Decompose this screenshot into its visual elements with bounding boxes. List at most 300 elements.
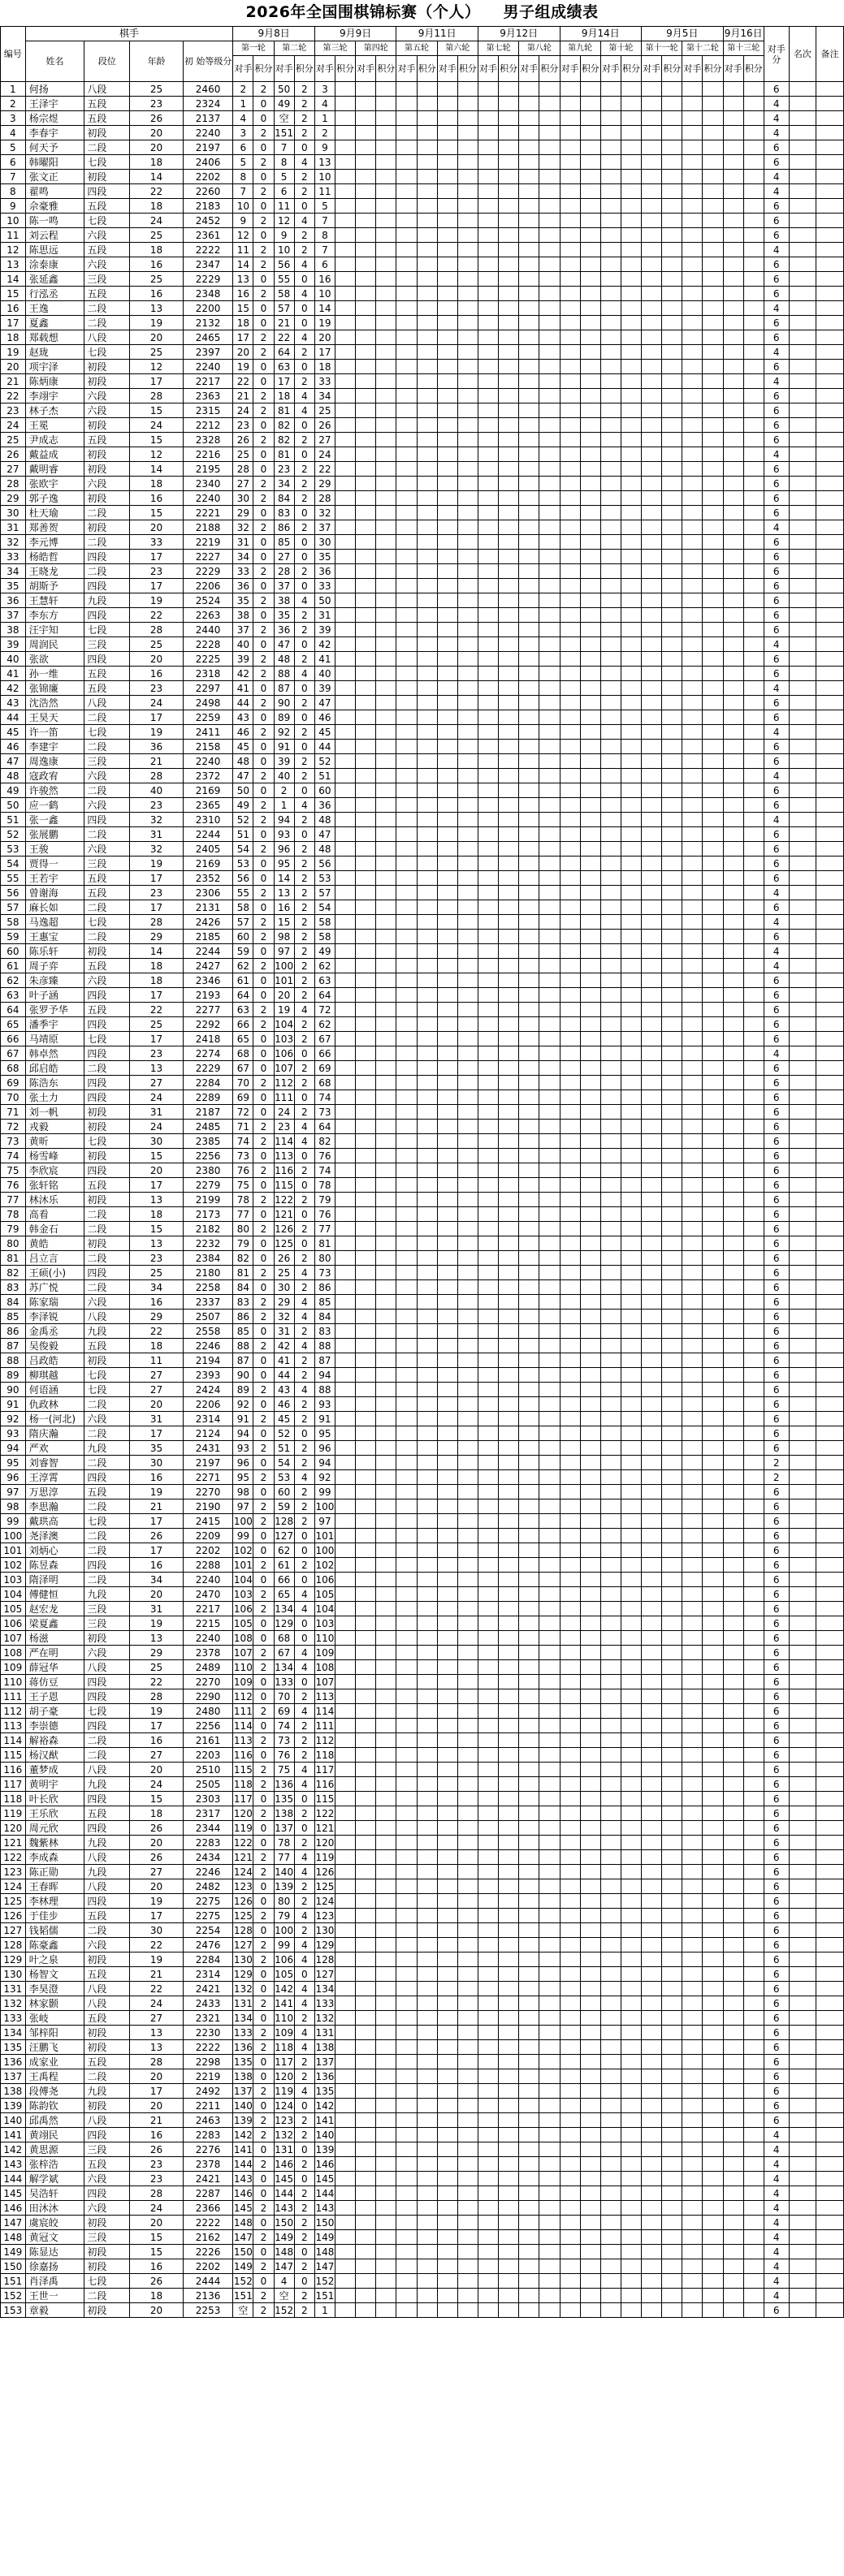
round-opponent <box>356 1236 376 1251</box>
round-points: 0 <box>253 857 274 871</box>
round-points: 2 <box>253 667 274 681</box>
note-cell <box>816 740 844 754</box>
round-opponent: 34 <box>233 550 253 564</box>
player-name: 麻长如 <box>25 900 84 915</box>
round-opponent <box>642 579 662 593</box>
round-opponent <box>560 2084 580 2099</box>
round-points <box>539 1456 560 1470</box>
round-points <box>743 1105 764 1120</box>
round-points <box>662 667 682 681</box>
round-points <box>335 462 355 477</box>
player-number: 83 <box>1 1280 26 1295</box>
player-name: 陈浩东 <box>25 1076 84 1090</box>
round-opponent <box>560 1587 580 1602</box>
round-points <box>703 1733 723 1748</box>
player-rating: 2314 <box>183 1967 232 1982</box>
player-name: 杨汉猷 <box>25 1748 84 1763</box>
round-opponent <box>642 1865 662 1879</box>
player-grade: 二段 <box>84 2069 130 2084</box>
round-points <box>499 257 519 272</box>
round-opponent <box>723 1631 743 1646</box>
round-points: 2 <box>253 1938 274 1952</box>
player-age: 17 <box>130 900 184 915</box>
round-points <box>580 82 600 97</box>
round-points <box>580 97 600 111</box>
round-points <box>703 360 723 374</box>
round-points <box>662 1850 682 1865</box>
note-cell <box>816 184 844 199</box>
round-opponent: 16 <box>233 287 253 301</box>
round-points <box>457 1383 478 1397</box>
table-row <box>1 1748 844 1763</box>
round-opponent <box>600 857 621 871</box>
round-points <box>621 1558 641 1573</box>
round-opponent <box>478 667 498 681</box>
round-points <box>662 1865 682 1879</box>
header-date: 9月12日 <box>478 27 560 41</box>
round-opponent <box>642 228 662 243</box>
player-name: 翟鸣 <box>25 184 84 199</box>
round-opponent <box>396 769 417 783</box>
round-opponent <box>642 2084 662 2099</box>
player-grade: 八段 <box>84 1996 130 2011</box>
opponent-score: 6 <box>764 1646 789 1660</box>
round-opponent: 13 <box>233 272 253 287</box>
player-age: 21 <box>130 754 184 769</box>
round-points <box>743 1061 764 1076</box>
round-points: 0 <box>253 1675 274 1689</box>
round-points <box>417 1456 437 1470</box>
round-opponent <box>560 769 580 783</box>
round-opponent: 41 <box>233 681 253 696</box>
round-opponent <box>478 842 498 857</box>
player-number: 56 <box>1 886 26 900</box>
round-points: 0 <box>253 1353 274 1368</box>
round-opponent: 115 <box>315 1793 335 1805</box>
round-opponent <box>356 886 376 900</box>
player-age: 28 <box>130 915 184 930</box>
round-points <box>417 82 437 97</box>
player-number: 38 <box>1 623 26 637</box>
player-age: 21 <box>130 1967 184 1982</box>
round-opponent <box>682 681 703 696</box>
round-points <box>417 111 437 126</box>
opponent-score: 6 <box>764 1850 789 1865</box>
round-opponent <box>600 1616 621 1631</box>
round-points <box>539 403 560 418</box>
note-cell <box>816 1061 844 1076</box>
round-opponent <box>560 1938 580 1952</box>
round-points <box>376 1777 396 1792</box>
round-opponent <box>478 900 498 915</box>
round-points <box>703 2040 723 2055</box>
round-opponent <box>356 1777 376 1792</box>
round-points <box>539 1865 560 1879</box>
round-points <box>580 330 600 345</box>
header-round: 第十一轮 <box>642 41 682 56</box>
round-opponent: 95 <box>314 1426 335 1441</box>
round-opponent <box>437 2011 457 2026</box>
round-opponent <box>600 184 621 199</box>
player-number: 9 <box>1 199 26 214</box>
note-cell <box>816 915 844 930</box>
round-points <box>743 447 764 462</box>
table-row <box>1 1090 844 1105</box>
round-points <box>499 1193 519 1207</box>
player-grade: 七段 <box>84 1514 130 1529</box>
header-opponent: 对手 <box>274 56 294 82</box>
round-opponent <box>682 725 703 740</box>
round-opponent <box>437 418 457 433</box>
round-points: 0 <box>294 1675 314 1689</box>
round-opponent: 133 <box>233 2026 253 2039</box>
round-points <box>335 886 355 900</box>
player-grade: 五段 <box>84 1967 130 1982</box>
round-opponent <box>682 1543 703 1558</box>
round-points <box>743 652 764 667</box>
round-opponent <box>519 447 539 462</box>
round-opponent: 65 <box>274 1587 294 1602</box>
round-points <box>539 1719 560 1733</box>
player-number: 114 <box>1 1733 26 1748</box>
round-points <box>335 1353 355 1368</box>
round-points <box>703 1076 723 1090</box>
round-opponent <box>560 579 580 593</box>
player-number: 20 <box>1 360 26 374</box>
round-points <box>743 710 764 725</box>
round-opponent <box>642 798 662 813</box>
player-number: 118 <box>1 1792 26 1806</box>
round-opponent <box>600 1909 621 1923</box>
round-points <box>539 126 560 140</box>
rank-cell <box>789 1105 816 1120</box>
round-points <box>499 1865 519 1879</box>
round-points: 0 <box>253 374 274 389</box>
round-points: 2 <box>253 184 274 199</box>
player-rating: 2290 <box>183 1689 232 1704</box>
round-opponent: 51 <box>314 769 335 783</box>
player-number: 120 <box>1 1821 26 1836</box>
rank-cell <box>789 1412 816 1426</box>
round-points <box>539 637 560 652</box>
round-opponent <box>437 900 457 915</box>
rank-cell <box>789 1719 816 1733</box>
round-opponent: 81 <box>314 1236 335 1251</box>
round-opponent <box>642 1397 662 1412</box>
round-opponent <box>723 1923 743 1938</box>
opponent-score: 6 <box>764 1193 789 1207</box>
round-opponent: 49 <box>274 97 294 111</box>
rank-cell <box>789 1836 816 1850</box>
round-opponent <box>682 1646 703 1660</box>
round-opponent: 132 <box>315 2012 335 2024</box>
round-opponent <box>396 886 417 900</box>
round-opponent: 64 <box>274 345 294 360</box>
player-grade: 二段 <box>84 1529 130 1543</box>
round-points <box>417 491 437 506</box>
round-opponent <box>478 754 498 769</box>
round-opponent: 57 <box>233 915 253 930</box>
round-points <box>621 857 641 871</box>
round-opponent: 103 <box>233 1588 253 1600</box>
round-points: 0 <box>253 1967 274 1982</box>
opponent-score: 6 <box>764 1777 789 1792</box>
player-grade: 七段 <box>84 623 130 637</box>
round-points <box>743 1222 764 1236</box>
player-rating: 2452 <box>183 214 232 228</box>
round-opponent <box>356 520 376 535</box>
round-opponent <box>682 126 703 140</box>
round-opponent <box>437 301 457 316</box>
round-opponent <box>437 2040 457 2055</box>
round-points <box>621 1543 641 1558</box>
opponent-score: 6 <box>764 1076 789 1090</box>
round-opponent <box>682 1222 703 1236</box>
round-points <box>499 652 519 667</box>
round-opponent <box>723 871 743 886</box>
round-opponent <box>478 1558 498 1573</box>
note-cell <box>816 82 844 97</box>
player-grade: 四段 <box>84 1017 130 1032</box>
header-opponent-score: 对手分 <box>764 27 789 82</box>
round-points <box>417 1193 437 1207</box>
round-opponent <box>560 1952 580 1967</box>
round-opponent <box>396 1178 417 1193</box>
round-points <box>417 637 437 652</box>
round-points <box>662 535 682 550</box>
round-points: 0 <box>253 1251 274 1266</box>
round-opponent <box>396 2099 417 2113</box>
round-opponent: 66 <box>274 1573 294 1587</box>
round-points <box>703 1412 723 1426</box>
round-opponent <box>396 1879 417 1894</box>
round-opponent <box>600 1646 621 1660</box>
round-opponent: 7 <box>274 140 294 155</box>
round-opponent <box>560 462 580 477</box>
player-number: 24 <box>1 418 26 433</box>
round-points: 2 <box>294 1324 314 1339</box>
round-opponent <box>682 1003 703 1017</box>
round-opponent <box>642 1061 662 1076</box>
note-cell <box>816 842 844 857</box>
player-age: 28 <box>130 2055 184 2069</box>
note-cell <box>816 477 844 491</box>
player-rating: 2240 <box>183 126 232 140</box>
header-opponent: 对手 <box>396 56 417 82</box>
round-points <box>539 1850 560 1865</box>
round-points <box>376 1412 396 1426</box>
note-cell <box>816 1529 844 1543</box>
round-opponent: 85 <box>274 535 294 550</box>
opponent-score: 6 <box>764 667 789 681</box>
round-points <box>499 140 519 155</box>
round-points <box>376 1879 396 1894</box>
round-points <box>743 2055 764 2069</box>
round-opponent <box>356 1909 376 1923</box>
round-points <box>417 1310 437 1324</box>
round-points <box>417 418 437 433</box>
player-rating: 2229 <box>183 272 232 287</box>
round-opponent: 34 <box>274 477 294 491</box>
round-points <box>743 754 764 769</box>
round-opponent <box>437 360 457 374</box>
round-opponent <box>396 316 417 330</box>
player-rating: 2240 <box>183 1573 232 1587</box>
round-opponent <box>560 1324 580 1339</box>
round-points <box>621 2040 641 2055</box>
note-cell <box>816 579 844 593</box>
table-row <box>1 1689 844 1704</box>
round-points <box>703 111 723 126</box>
player-grade: 三段 <box>84 1616 130 1631</box>
player-age: 30 <box>130 1923 184 1938</box>
note-cell <box>816 1573 844 1587</box>
player-name: 李元博 <box>25 535 84 550</box>
round-opponent <box>519 1295 539 1310</box>
round-opponent <box>682 155 703 170</box>
round-points: 0 <box>294 360 314 374</box>
round-points <box>743 316 764 330</box>
rank-cell <box>789 330 816 345</box>
round-opponent <box>600 2084 621 2099</box>
opponent-score: 6 <box>764 1909 789 1923</box>
note-cell <box>816 1149 844 1163</box>
round-opponent <box>642 1602 662 1616</box>
round-opponent <box>437 754 457 769</box>
note-cell <box>816 2099 844 2113</box>
note-cell <box>816 1675 844 1689</box>
round-points <box>580 1894 600 1909</box>
round-points <box>662 1514 682 1529</box>
round-points <box>335 1967 355 1982</box>
player-number: 131 <box>1 1982 26 1996</box>
round-opponent <box>560 82 580 97</box>
note-cell <box>816 1032 844 1046</box>
round-opponent <box>642 1996 662 2011</box>
round-points <box>621 1426 641 1441</box>
round-points: 0 <box>294 1207 314 1222</box>
round-opponent <box>478 1792 498 1806</box>
round-opponent: 141 <box>315 2114 335 2126</box>
round-opponent <box>600 374 621 389</box>
player-age: 20 <box>130 520 184 535</box>
round-points <box>662 1076 682 1090</box>
round-points <box>621 667 641 681</box>
round-points: 4 <box>294 2026 314 2040</box>
round-opponent: 73 <box>233 1149 253 1163</box>
rank-cell <box>789 506 816 520</box>
round-opponent <box>642 959 662 973</box>
round-opponent <box>519 214 539 228</box>
round-opponent <box>600 2055 621 2069</box>
round-opponent <box>356 1879 376 1894</box>
round-opponent <box>437 842 457 857</box>
round-opponent <box>723 667 743 681</box>
round-points <box>743 1032 764 1046</box>
round-points: 2 <box>253 696 274 710</box>
round-points <box>703 710 723 725</box>
table-row <box>1 769 844 783</box>
round-points <box>335 345 355 360</box>
round-opponent: 106 <box>275 1047 294 1059</box>
round-points <box>539 1222 560 1236</box>
round-points <box>580 1032 600 1046</box>
round-points <box>376 1324 396 1339</box>
round-points <box>457 900 478 915</box>
round-points <box>621 1441 641 1456</box>
round-points <box>417 1748 437 1763</box>
round-points <box>621 1003 641 1017</box>
round-points <box>743 184 764 199</box>
round-opponent <box>437 2099 457 2113</box>
round-points <box>662 1499 682 1514</box>
round-points <box>499 1733 519 1748</box>
player-age: 17 <box>130 1178 184 1193</box>
player-name: 王慧轩 <box>25 593 84 608</box>
round-points <box>743 1675 764 1689</box>
player-grade: 初段 <box>84 374 130 389</box>
round-opponent <box>560 973 580 988</box>
round-points <box>703 1909 723 1923</box>
round-opponent <box>519 330 539 345</box>
round-points <box>457 170 478 184</box>
round-points <box>662 184 682 199</box>
round-opponent <box>356 857 376 871</box>
note-cell <box>816 345 844 360</box>
header-round: 第一轮 <box>233 41 274 56</box>
round-points: 0 <box>253 637 274 652</box>
round-opponent: 73 <box>314 1266 335 1280</box>
round-points <box>743 886 764 900</box>
round-points <box>499 1689 519 1704</box>
round-points <box>580 1105 600 1120</box>
round-points: 0 <box>294 506 314 520</box>
round-opponent: 26 <box>314 418 335 433</box>
round-opponent <box>396 1909 417 1923</box>
round-points <box>417 1485 437 1499</box>
player-name: 张岐 <box>25 2011 84 2026</box>
opponent-score: 6 <box>764 973 789 988</box>
round-points <box>580 111 600 126</box>
player-grade: 四段 <box>84 184 130 199</box>
round-opponent <box>642 491 662 506</box>
round-opponent: 空 <box>274 111 294 126</box>
round-points: 2 <box>253 1499 274 1514</box>
round-opponent <box>437 1178 457 1193</box>
round-opponent <box>519 301 539 316</box>
round-points <box>662 623 682 637</box>
round-opponent <box>560 243 580 257</box>
player-age: 22 <box>130 608 184 623</box>
round-opponent <box>356 1310 376 1324</box>
round-points <box>662 1763 682 1777</box>
round-opponent <box>356 1105 376 1120</box>
round-opponent <box>356 1689 376 1704</box>
round-opponent <box>356 97 376 111</box>
round-opponent <box>478 1120 498 1134</box>
round-opponent <box>682 82 703 97</box>
round-opponent: 36 <box>274 623 294 637</box>
player-rating: 2222 <box>183 2040 232 2055</box>
player-name: 杨皓哲 <box>25 550 84 564</box>
round-opponent <box>560 710 580 725</box>
round-opponent <box>723 930 743 944</box>
round-opponent: 41 <box>314 652 335 667</box>
player-name: 戎毅 <box>25 1120 84 1134</box>
round-opponent: 3 <box>314 82 335 97</box>
player-rating: 2211 <box>183 2099 232 2113</box>
round-points <box>580 871 600 886</box>
